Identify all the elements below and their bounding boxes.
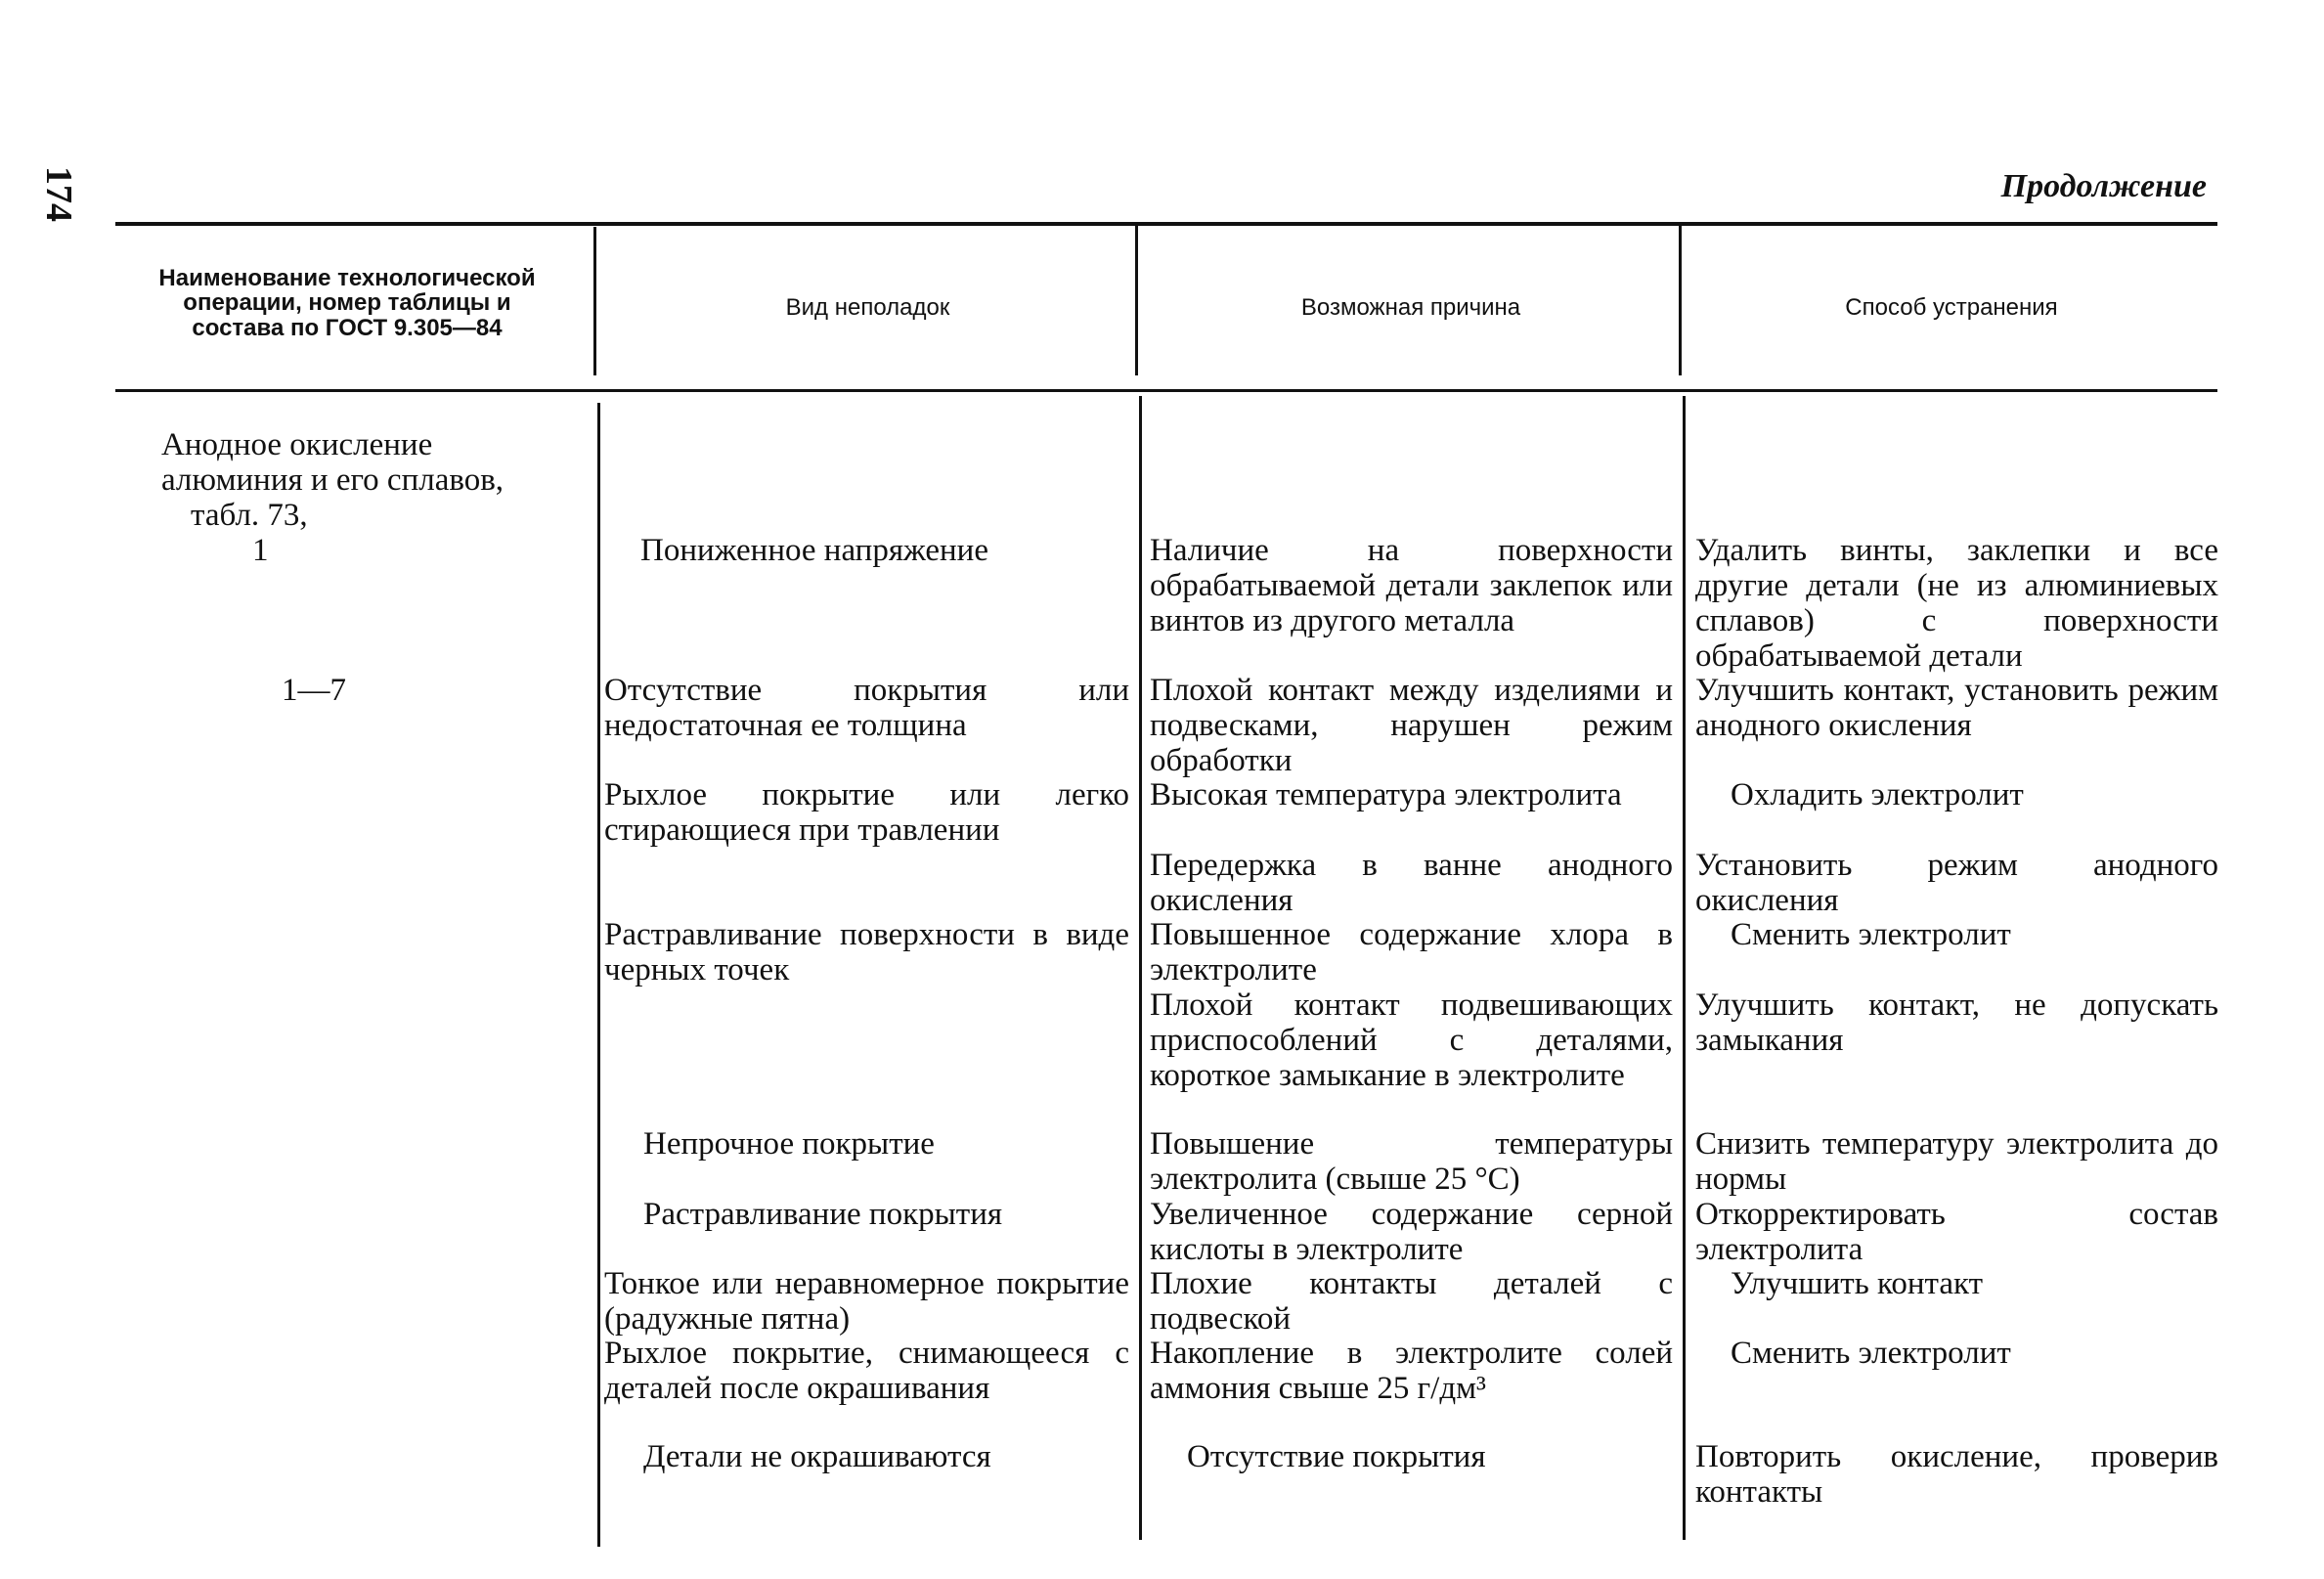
composition-number: 1 bbox=[252, 533, 269, 568]
cause-cell: Повышение температуры электролита (свыше 25 °C) bbox=[1150, 1126, 1673, 1197]
cause-cell: Высокая температура электролита bbox=[1150, 777, 1622, 812]
cause-cell: Плохие контакты деталей с подвеской bbox=[1150, 1266, 1673, 1337]
cause-cell: Накопление в электролите солей аммония свыше 25 г/дм³ bbox=[1150, 1336, 1673, 1406]
cause-cell: Наличие на поверхности обрабатываемой детали заклепок или винтов из другого металла bbox=[1150, 533, 1673, 638]
cause-cell: Отсутствие покрытия bbox=[1187, 1439, 1486, 1474]
defect-cell: Тонкое или неравномерное покрытие (радужные пятна) bbox=[604, 1266, 1129, 1337]
defect-cell: Непрочное покрытие bbox=[643, 1126, 935, 1162]
remedy-cell: Сменить электролит bbox=[1731, 917, 2011, 952]
cause-cell: Увеличенное содержание серной кислоты в электролите bbox=[1150, 1197, 1673, 1267]
defect-cell: Пониженное напряжение bbox=[640, 533, 988, 568]
header-bottom-rule bbox=[115, 389, 2217, 392]
defect-cell: Рыхлое покрытие или легко стирающиеся при травлении bbox=[604, 777, 1129, 848]
remedy-cell: Установить режим анодного окисления bbox=[1695, 848, 2218, 918]
header-cause: Возможная причина bbox=[1300, 294, 1521, 322]
header-divider-2 bbox=[1135, 223, 1138, 375]
composition-range: 1—7 bbox=[282, 673, 346, 708]
remedy-cell: Откорректировать состав электролита bbox=[1695, 1197, 2218, 1267]
remedy-cell: Снизить температуру электролита до нормы bbox=[1695, 1126, 2218, 1197]
body-divider-1 bbox=[597, 403, 600, 1547]
remedy-cell: Улучшить контакт, не допускать замыкания bbox=[1695, 987, 2218, 1058]
remedy-cell: Удалить винты, заклепки и все другие детали (не из алюминиевых сплавов) с поверхности обрабатываемой детали bbox=[1695, 533, 2218, 674]
operation-name-line1: Анодное окисление bbox=[161, 427, 433, 462]
header-operation: Наименование технологической операции, номер таблицы и состава по ГОСТ 9.305—84 bbox=[158, 265, 536, 341]
remedy-cell: Охладить электролит bbox=[1731, 777, 2024, 812]
cause-cell: Плохой контакт между изделиями и подвесками, нарушен режим обработки bbox=[1150, 673, 1673, 778]
remedy-cell: Сменить электролит bbox=[1731, 1336, 2011, 1371]
body-divider-2 bbox=[1139, 396, 1142, 1540]
defect-cell: Растравливание поверхности в виде черных точек bbox=[604, 917, 1129, 987]
defect-cell: Растравливание покрытия bbox=[643, 1197, 1003, 1232]
cause-cell: Повышенное содержание хлора в электролите bbox=[1150, 917, 1673, 987]
operation-name-line2: алюминия и его сплавов, bbox=[161, 462, 504, 498]
defect-cell: Рыхлое покрытие, снимающееся с деталей после окрашивания bbox=[604, 1336, 1129, 1406]
continuation-label: Продолжение bbox=[2000, 168, 2207, 204]
remedy-cell: Повторить окисление, проверив контакты bbox=[1695, 1439, 2218, 1510]
cause-cell: Плохой контакт подвешивающих приспособлений с деталями, короткое замыкание в электролите bbox=[1150, 987, 1673, 1093]
remedy-cell: Улучшить контакт, установить режим анодного окисления bbox=[1695, 673, 2218, 743]
page-number: 174 bbox=[38, 166, 79, 222]
remedy-cell: Улучшить контакт bbox=[1731, 1266, 1984, 1301]
cause-cell: Передержка в ванне анодного окисления bbox=[1150, 848, 1673, 918]
body-divider-3 bbox=[1683, 396, 1686, 1540]
header-divider-1 bbox=[593, 227, 596, 375]
operation-name-line3: табл. 73, bbox=[191, 498, 308, 533]
defect-cell: Отсутствие покрытия или недостаточная ее толщина bbox=[604, 673, 1129, 743]
table-top-rule bbox=[115, 222, 2217, 226]
header-remedy: Способ устранения bbox=[1845, 294, 2058, 322]
defect-cell: Детали не окрашиваются bbox=[643, 1439, 991, 1474]
header-defect: Вид неполадок bbox=[785, 294, 950, 322]
